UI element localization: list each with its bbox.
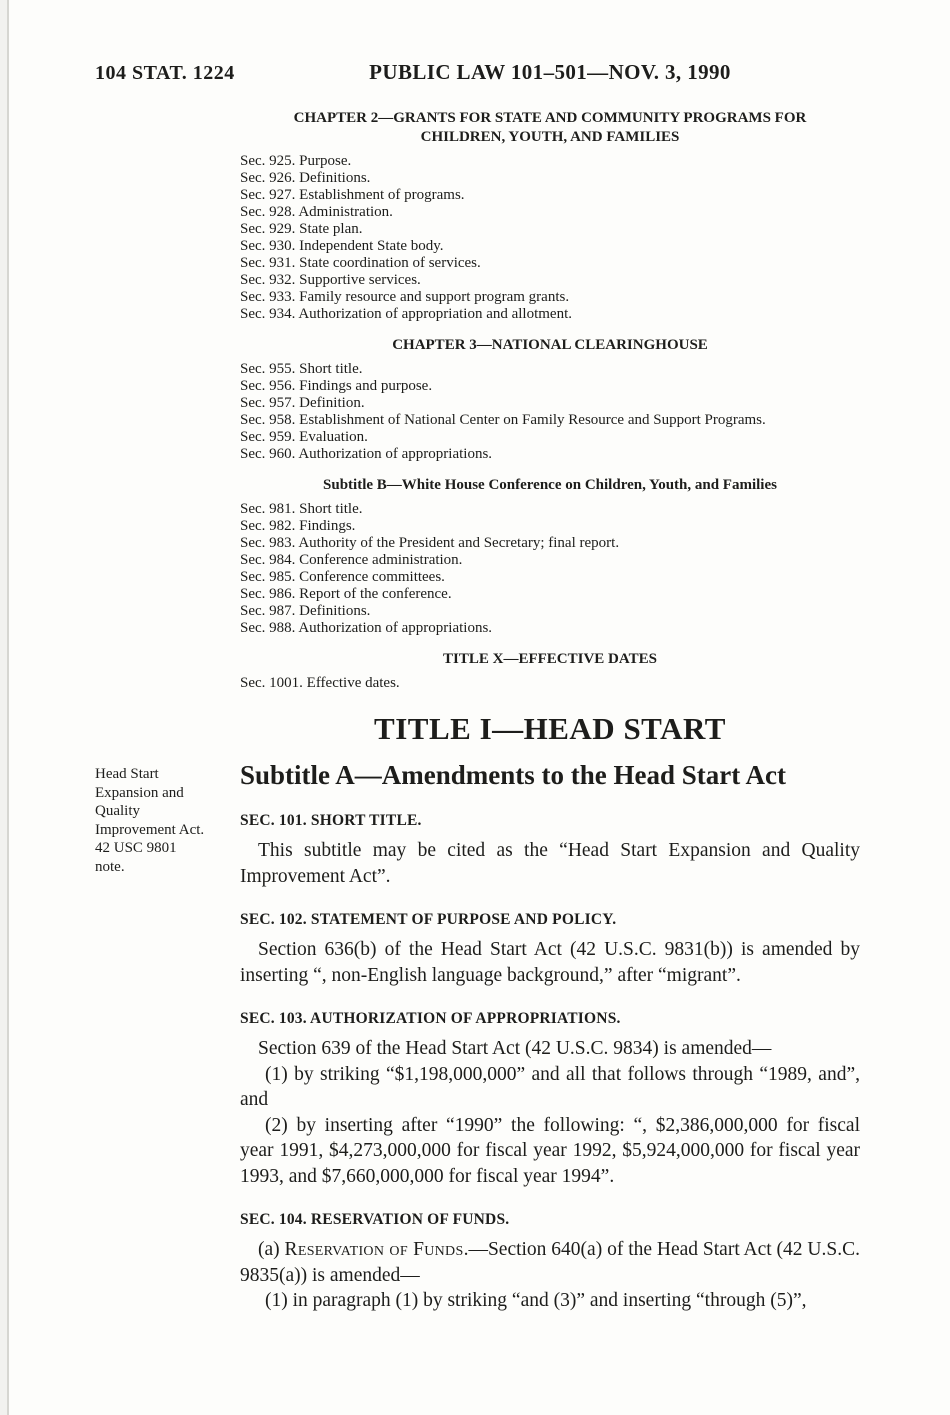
toc-item-sec-982: Sec. 982. Findings. xyxy=(240,518,356,534)
sec-103-heading: SEC. 103. AUTHORIZATION OF APPROPRIATIONS. xyxy=(240,1010,621,1027)
toc-item-sec-957: Sec. 957. Definition. xyxy=(240,395,365,411)
chapter3-section-list xyxy=(240,361,860,463)
toc-item-sec-955: Sec. 955. Short title. xyxy=(240,361,363,377)
stat-page-number: 104 STAT. 1224 xyxy=(95,62,235,84)
title-x-section-list xyxy=(240,675,860,692)
toc-item-sec-983: Sec. 983. Authority of the President and Secretary; final report. xyxy=(240,535,620,551)
toc-item-sec-956: Sec. 956. Findings and purpose. xyxy=(240,378,433,394)
title-i-heading: TITLE I—HEAD START xyxy=(374,711,726,746)
toc-item-sec-981: Sec. 981. Short title. xyxy=(240,501,363,517)
section-102 xyxy=(240,910,860,988)
scan-edge-line xyxy=(7,0,9,1415)
toc-item-sec-987: Sec. 987. Definitions. xyxy=(240,603,371,619)
margin-note xyxy=(95,765,207,876)
toc-item-sec-958: Sec. 958. Establishment of National Center on Family Resource and Support Programs. xyxy=(240,412,766,428)
chapter3-heading: CHAPTER 3—NATIONAL CLEARINGHOUSE xyxy=(392,337,708,353)
sec-102-heading: SEC. 102. STATEMENT OF PURPOSE AND POLICY. xyxy=(240,911,617,928)
section-101 xyxy=(240,811,860,889)
toc-item-sec-960: Sec. 960. Authorization of appropriations. xyxy=(240,446,493,462)
toc-item-sec-926: Sec. 926. Definitions. xyxy=(240,170,371,186)
toc-item-sec-928: Sec. 928. Administration. xyxy=(240,204,393,220)
sec-101-body: This subtitle may be cited as the “Head Start Expansion and Quality Improvement Act”. xyxy=(240,840,860,887)
content-column xyxy=(95,96,860,1314)
title-x-heading: TITLE X—EFFECTIVE DATES xyxy=(443,651,657,667)
scan-margin-band xyxy=(0,0,7,1415)
toc-item-sec-930: Sec. 930. Independent State body. xyxy=(240,238,444,254)
sec-103-intro: Section 639 of the Head Start Act (42 U.S.C. 9834) is amended— xyxy=(258,1038,772,1059)
toc-item-sec-986: Sec. 986. Report of the conference. xyxy=(240,586,452,602)
toc-item-sec-1001: Sec. 1001. Effective dates. xyxy=(240,675,400,691)
toc-item-sec-934: Sec. 934. Authorization of appropriation and allotment. xyxy=(240,306,573,322)
toc-item-sec-931: Sec. 931. State coordination of services. xyxy=(240,255,481,271)
sec-101-heading: SEC. 101. SHORT TITLE. xyxy=(240,812,422,829)
subtitle-a-heading: Subtitle A—Amendments to the Head Start Act xyxy=(240,760,786,790)
sec-104-a-prefix: (a) xyxy=(258,1239,285,1260)
subtitle-b-heading: Subtitle B—White House Conference on Children, Youth, and Families xyxy=(323,477,777,493)
sec-102-body: Section 636(b) of the Head Start Act (42 U.S.C. 9831(b)) is amended by inserting “, non-English language background,” after “migrant”. xyxy=(240,939,860,986)
sec-104-a-rest: .—Section 640(a) of the Head Start Act (42 U.S.C. 9835(a)) is amended— xyxy=(240,1239,860,1286)
toc-item-sec-929: Sec. 929. State plan. xyxy=(240,221,363,237)
section-103 xyxy=(240,1009,860,1189)
sec-104-a-smallcaps: Reservation of Funds xyxy=(284,1239,464,1260)
toc-item-sec-925: Sec. 925. Purpose. xyxy=(240,153,352,169)
toc-item-sec-933: Sec. 933. Family resource and support program grants. xyxy=(240,289,570,305)
toc-item-sec-932: Sec. 932. Supportive services. xyxy=(240,272,421,288)
margin-note-act-name: Head Start Expansion and Quality Improvement Act. xyxy=(95,766,205,838)
subtitle-b-section-list xyxy=(240,501,860,637)
law-title-header: PUBLIC LAW 101–501—NOV. 3, 1990 xyxy=(369,60,731,84)
margin-note-usc-ref: 42 USC 9801 note. xyxy=(95,840,177,875)
sec-104-paragraph-1: (1) in paragraph (1) by striking “and (3)” and inserting “through (5)”, xyxy=(265,1290,807,1311)
toc-item-sec-988: Sec. 988. Authorization of appropriations. xyxy=(240,620,493,636)
sec-103-paragraph-1: (1) by striking “$1,198,000,000” and all that follows through “1989, and”, and xyxy=(240,1063,860,1110)
chapter2-section-list xyxy=(240,153,860,323)
sec-104-heading: SEC. 104. RESERVATION OF FUNDS. xyxy=(240,1211,510,1228)
table-of-contents xyxy=(240,109,860,692)
toc-item-sec-985: Sec. 985. Conference committees. xyxy=(240,569,445,585)
sec-103-paragraph-2: (2) by inserting after “1990” the following: “, $2,386,000,000 for fiscal year 1991, $4,273,000,000 for fiscal year 1992, $5,924,000,000 for fiscal year 1993, and $7,660,000,000 for fiscal year 1994”. xyxy=(240,1114,860,1187)
toc-item-sec-927: Sec. 927. Establishment of programs. xyxy=(240,187,465,203)
toc-item-sec-959: Sec. 959. Evaluation. xyxy=(240,429,368,445)
toc-item-sec-984: Sec. 984. Conference administration. xyxy=(240,552,463,568)
chapter2-heading: CHAPTER 2—GRANTS FOR STATE AND COMMUNITY PROGRAMS FOR CHILDREN, YOUTH, AND FAMILIES xyxy=(293,110,807,145)
sec-104-subsection-a xyxy=(240,1237,860,1288)
section-104 xyxy=(240,1210,860,1314)
